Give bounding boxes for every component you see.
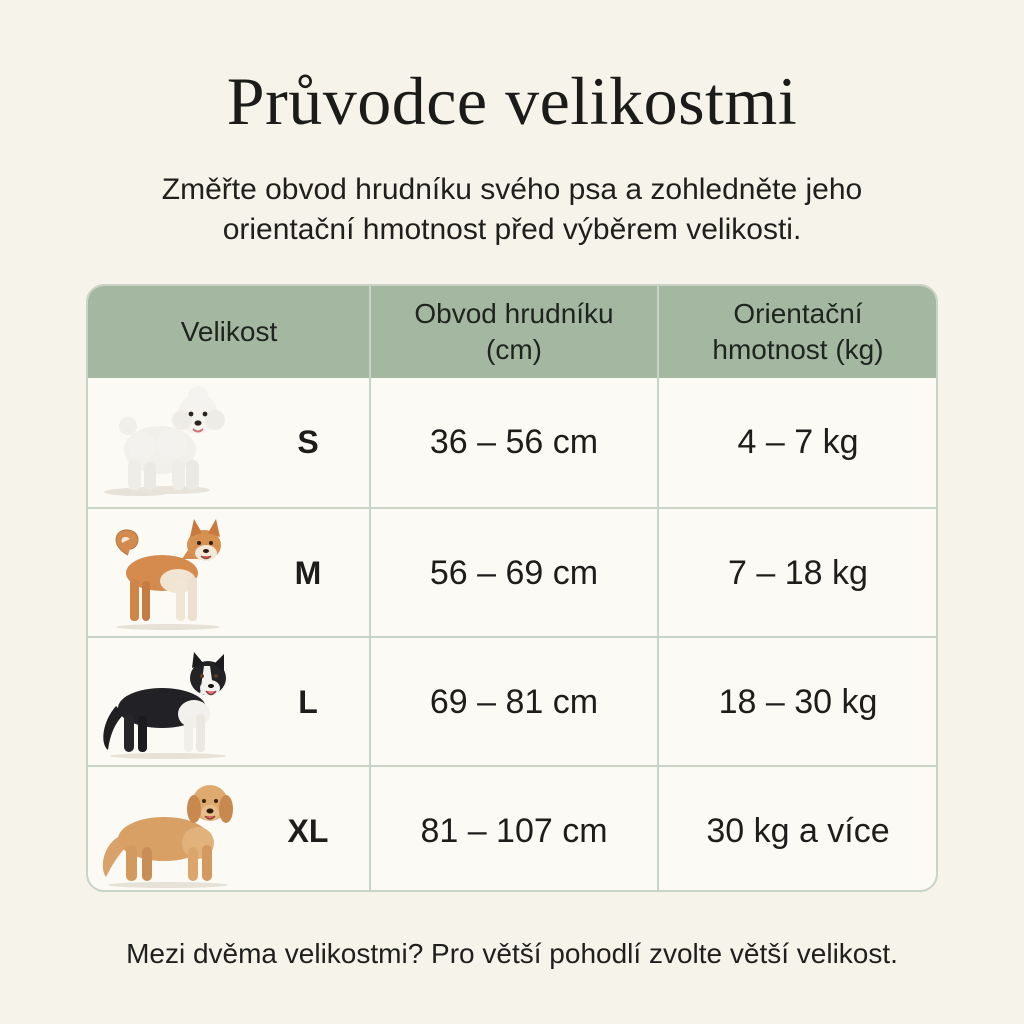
- header-chest: [370, 286, 658, 378]
- header-size-label: Velikost: [180, 316, 278, 347]
- chest-value-l: 69 – 81 cm: [429, 683, 599, 721]
- size-table: [86, 284, 938, 892]
- white-poodle-icon: [98, 384, 248, 500]
- header-size: [88, 286, 370, 378]
- golden-retriever-icon: [98, 773, 248, 889]
- header-weight: [658, 286, 938, 378]
- subtitle-line-2: orientační hmotnost před výběrem velikosti.: [222, 213, 802, 246]
- header-chest-line-2: (cm): [486, 334, 542, 365]
- table-row-m: [88, 509, 936, 638]
- table-row-s: [88, 378, 936, 507]
- weight-value-l: 18 – 30 kg: [718, 683, 878, 721]
- chest-value-s: 36 – 56 cm: [429, 423, 599, 461]
- subtitle-line-1: Změřte obvod hrudníku svého psa a zohledněte jeho: [161, 173, 863, 206]
- header-chest-line-1: Obvod hrudníku: [414, 298, 614, 329]
- size-label-xl: XL: [287, 813, 329, 849]
- subtitle: [0, 170, 1024, 250]
- shiba-inu-icon: [98, 515, 248, 631]
- table-row-xl: [88, 767, 936, 892]
- page-title: Průvodce velikostmi: [226, 63, 798, 139]
- header-weight-line-2: hmotnost (kg): [712, 334, 884, 365]
- weight-value-m: 7 – 18 kg: [728, 554, 868, 592]
- size-label-l: L: [298, 684, 318, 720]
- size-label-m: M: [294, 555, 322, 591]
- weight-value-xl: 30 kg a více: [706, 812, 890, 850]
- chest-value-m: 56 – 69 cm: [429, 554, 599, 592]
- weight-value-s: 4 – 7 kg: [737, 423, 859, 461]
- table-row-l: [88, 638, 936, 767]
- footer-note: Mezi dvěma velikostmi? Pro větší pohodlí zvolte větší velikost.: [126, 938, 898, 969]
- header-weight-line-1: Orientační: [733, 298, 863, 329]
- table-header: [88, 286, 936, 378]
- size-label-s: S: [297, 424, 319, 460]
- chest-value-xl: 81 – 107 cm: [420, 812, 608, 850]
- border-collie-icon: [98, 644, 248, 760]
